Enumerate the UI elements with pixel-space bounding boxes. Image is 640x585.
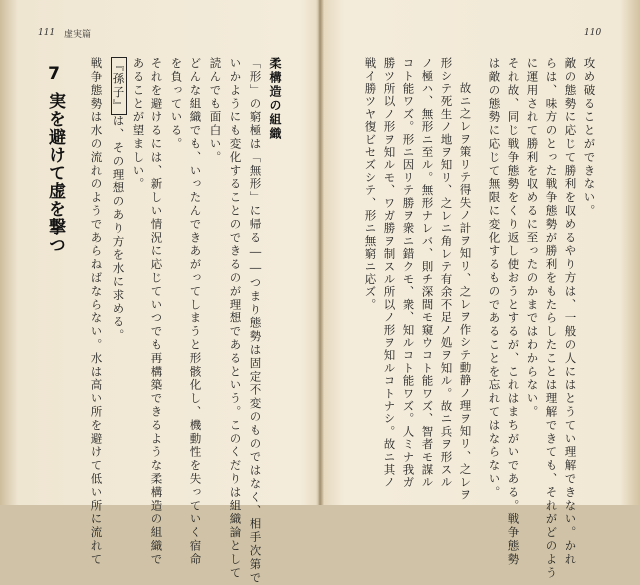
book-title-quote: 『孫子』 — [111, 59, 126, 113]
kanbun-line: ノ極ハ、無形ニ至ル。無形ナレバ、則チ深間モ窺ウコト能ワズ、智者モ謀ル — [420, 57, 435, 489]
body-line: 読んでも面白い。 — [208, 57, 223, 165]
chapter-number: 7 — [44, 64, 64, 84]
page-number: 110 — [584, 28, 602, 38]
body-line-rest: は、その理想のあり方を水に求める。 — [111, 114, 126, 343]
body-line: 戦争態勢は水の流れのようであらねばならない。水は高い所を避けて低い所に流れて — [89, 57, 104, 567]
body-line: それを避けるには、新しい情況に応じていつでも再構築できるような柔構造の組織で — [149, 57, 164, 567]
running-head: 虚実篇 — [64, 30, 92, 40]
section-heading: 柔構造の組織 — [268, 57, 282, 141]
chapter-title: 実を避けて虚を撃つ — [45, 92, 65, 254]
body-line: は敵の態勢に応じて無限に変化するものであることを忘れてはならない。 — [487, 57, 502, 500]
kanbun-line: 形シテ死生ノ地ヲ知リ、之レニ角レテ有余不足ノ処ヲ知ル。故ニ兵ヲ形スル — [439, 57, 454, 489]
body-line: それ故、同じ戦争態勢をくり返し使おうとするが、これはまちがいである。戦争態勢 — [506, 57, 521, 567]
body-line — [112, 57, 124, 342]
kanbun-line: コト能ワズ。形ニ因リテ勝ヲ衆ニ錯クモ、衆、知ルコト能ワズ。人ミナ我ガ — [401, 57, 416, 489]
body-line: 「形」の窮極は「無形」に帰る――つまり態勢は固定不変のものではなく、相手次第で — [248, 57, 263, 585]
page-number: 111 — [38, 28, 56, 38]
body-line: らは、味方のとった戦争態勢が勝利をもたらしたことは理解できても、それがどのよう — [544, 57, 559, 580]
body-line: いかようにも変化することのできるのが理想であるという。このくだりは組織論として — [228, 57, 243, 580]
kanbun-line: 勝ツ所以ノ形ヲ知ルモ、ワガ勝ヲ制スル所以ノ形ヲ知ルコトナシ。故ニ其ノ — [382, 57, 397, 489]
kanbun-line: 故ニ之レヲ策リテ得失ノ計ヲ知リ、之レヲ作シテ動静ノ理ヲ知リ、之レヲ — [458, 82, 473, 502]
body-line: どんな組織でも、いったんできあがってしまうと形骸化し、機動性を失っていく宿命 — [188, 57, 203, 567]
body-line: を負っている。 — [169, 57, 184, 151]
body-line: 敵の態勢に応じて勝利を収めるやり方は、一般の人にはとうてい理解できない。かれ — [563, 57, 578, 567]
body-line: に運用されて勝利を収めるに至ったのかまではわからない。 — [525, 57, 540, 419]
kanbun-line: 戦イ勝ツヤ復ビセズシテ、形ニ無窮ニ応ズ。 — [363, 57, 378, 311]
gutter — [316, 0, 324, 505]
body-line: 攻め破ることができない。 — [582, 57, 597, 218]
body-line: あることが望ましい。 — [131, 57, 146, 191]
